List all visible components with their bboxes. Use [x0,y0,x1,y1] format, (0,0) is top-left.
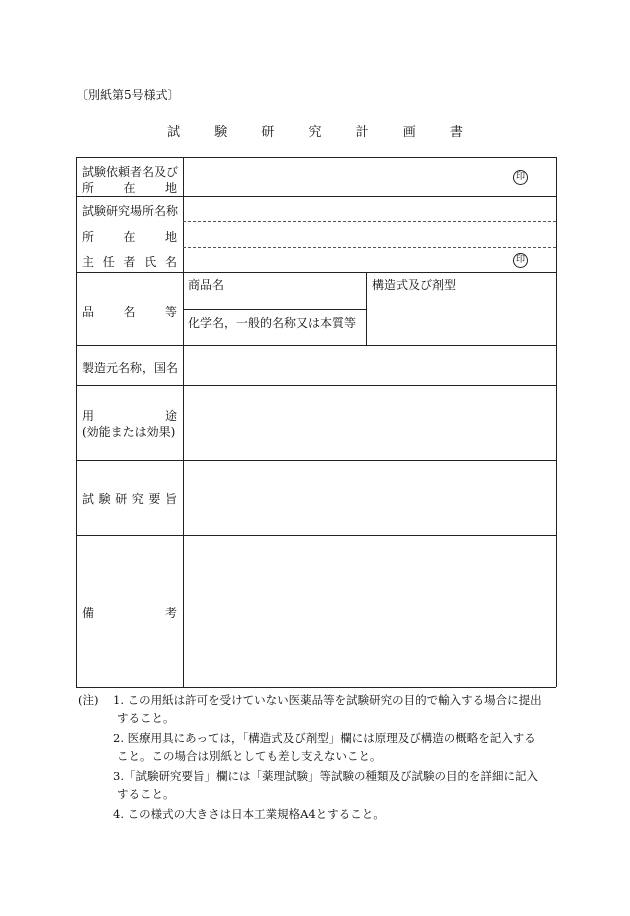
product-column-divider [366,272,367,345]
form-number-label: 〔別紙第5号様式〕 [76,88,180,102]
chemical-name-label: 化学名，一般的名称又は本質等 [188,316,357,330]
summary-label: 試 験 研 究 要 旨 [82,492,177,506]
dashed-divider [183,221,556,222]
structure-label: 構造式及び剤型 [372,278,457,292]
note-item: 4. この様式の大きさは日本工業規格A4とすること。 [113,807,385,821]
trade-name-label: 商品名 [188,278,225,292]
note-item: 1. この用紙は許可を受けていない医薬品等を試験研究の目的で輸入する場合に提出 [113,693,542,707]
note-item-cont: すること。 [117,787,175,801]
dashed-divider [183,247,556,248]
note-item-cont: こと。この場合は別紙としても差し支えないこと。 [117,749,382,763]
product-inner-divider [183,309,366,310]
remarks-label: 備 考 [82,606,177,620]
notes-prefix: (注) [78,693,99,707]
row-divider [76,272,556,273]
document-title: 試 験 研 究 計 画 書 [167,125,478,140]
product-label: 品 名 等 [82,305,177,319]
facility-address-label: 所 在 地 [82,230,177,244]
table-right-border [556,157,557,687]
row-divider [76,196,556,197]
seal-mark-icon: 印 [513,170,528,185]
use-label: 用 途 [82,409,177,423]
table-left-border [76,157,77,687]
manufacturer-label: 製造元名称，国名 [82,361,179,375]
seal-mark-icon: 印 [513,253,528,268]
applicant-name-label: 試験依頼者名及び [82,165,179,179]
note-item-cont: すること。 [117,711,175,725]
table-top-border [76,157,556,158]
row-divider [76,345,556,346]
row-divider [76,460,556,461]
applicant-address-label: 所 在 地 [82,181,177,195]
note-item: 3.「試験研究要旨」欄には「薬理試験」等試験の種類及び試験の目的を詳細に記入 [113,769,538,783]
table-bottom-border [76,687,556,688]
facility-name-label: 試験研究場所名称 [82,204,179,218]
manager-name-label: 主 任 者 氏 名 [82,255,177,269]
row-divider [76,535,556,536]
note-item: 2. 医療用具にあっては，「構造式及び剤型」欄には原理及び構造の概略を記入する [113,731,536,745]
row-divider [76,385,556,386]
label-column-divider [183,157,184,687]
use-sub-label: (効能または効果) [82,425,176,439]
